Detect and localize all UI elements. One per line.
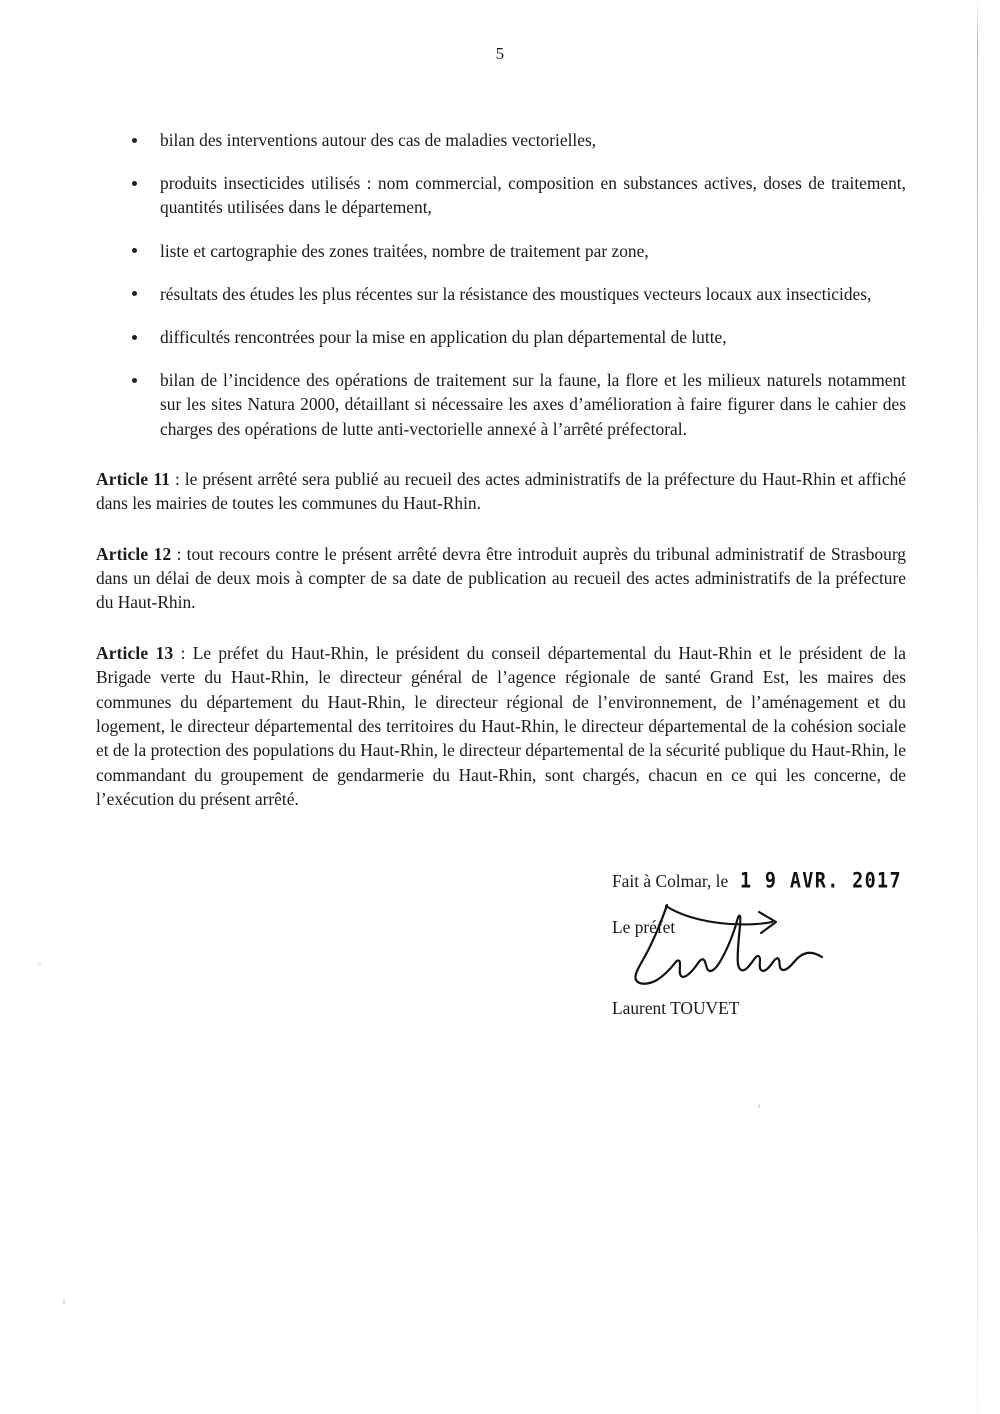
scan-speckle [758,1104,760,1108]
page-number: 5 [495,44,505,63]
scan-edge-artifact [977,0,978,1414]
bullet-dot-icon [132,138,137,143]
list-item [96,171,906,219]
signatory-name: Laurent TOUVET [612,998,740,1018]
signature-block [612,867,942,1018]
article-13-body: : Le préfet du Haut-Rhin, le président du conseil départemental du Haut-Rhin et le président de la Brigade verte du Haut-Rhin, le directeur général de l’agence régionale de santé Grand Est, les maires des communes du département du Haut-Rhin, le directeur régional de l’environnement, de l’aménagement et du logement, le directeur départemental des territoires du Haut-Rhin, le directeur départemental de la cohésion sociale et de la protection des populations du Haut-Rhin, le directeur départemental de la sécurité publique du Haut-Rhin, le commandant du groupement de gendarmerie du Haut-Rhin, sont chargés, chacun en ce qui les concerne, de l’exécution du présent arrêté. [96,642,906,810]
list-item-text: résultats des études les plus récentes sur la résistance des moustiques vecteurs locaux aux insecticides, [160,283,872,304]
bullet-dot-icon [132,248,137,253]
signature-place-text: Fait à Colmar, le [612,871,729,891]
article-12-body: : tout recours contre le présent arrêté devra être introduit auprès du tribunal administratif de Strasbourg dans un délai de deux mois à compter de sa date de publication au recueil des actes administratifs de la préfecture du Haut-Rhin. [96,543,906,613]
list-item-text: liste et cartographie des zones traitées, nombre de traitement par zone, [160,240,649,261]
document-body [96,128,906,829]
list-item [96,325,906,349]
bullet-dot-icon [132,378,137,383]
article-12-paragraph [96,542,906,615]
list-item [96,368,906,441]
bullet-dot-icon [132,181,137,186]
article-11-label: Article 11 [96,468,171,489]
bullet-dot-icon [132,291,137,296]
date-stamp: 1 9 AVR. 2017 [740,867,903,893]
article-13-paragraph [96,641,906,812]
article-13-label: Article 13 [96,642,174,663]
list-item-text: bilan des interventions autour des cas de maladies vectorielles, [160,130,597,150]
list-item-text: produits insecticides utilisés : nom commercial, composition en substances actives, doses de traitement, quantités utilisées dans le département, [160,173,906,218]
bullet-dot-icon [132,335,137,340]
list-item [96,128,906,152]
signature-role: Le préfet [612,917,676,937]
signature-place-line [612,868,942,893]
article-12-label: Article 12 [96,543,172,564]
article-11-body: : le présent arrêté sera publié au recueil des actes administratifs de la préfecture du Haut-Rhin et affiché dans les mairies de toutes les communes du Haut-Rhin. [96,468,906,514]
requirements-bullet-list [96,128,906,441]
scan-speckle [38,962,41,965]
list-item-text: difficultés rencontrées pour la mise en application du plan départemental de lutte, [160,327,727,348]
scan-speckle [63,1299,65,1304]
list-item-text: bilan de l’incidence des opérations de traitement sur la faune, la flore et les milieux naturels notamment sur les sites Natura 2000, détaillant si nécessaire les axes d’amélioration à faire figurer dans le cahier des charges des opérations de lutte anti-vectorielle annexé à l’arrêté préfectoral. [160,370,906,439]
article-11-paragraph [96,467,906,516]
list-item [96,282,906,306]
list-item [96,239,906,263]
